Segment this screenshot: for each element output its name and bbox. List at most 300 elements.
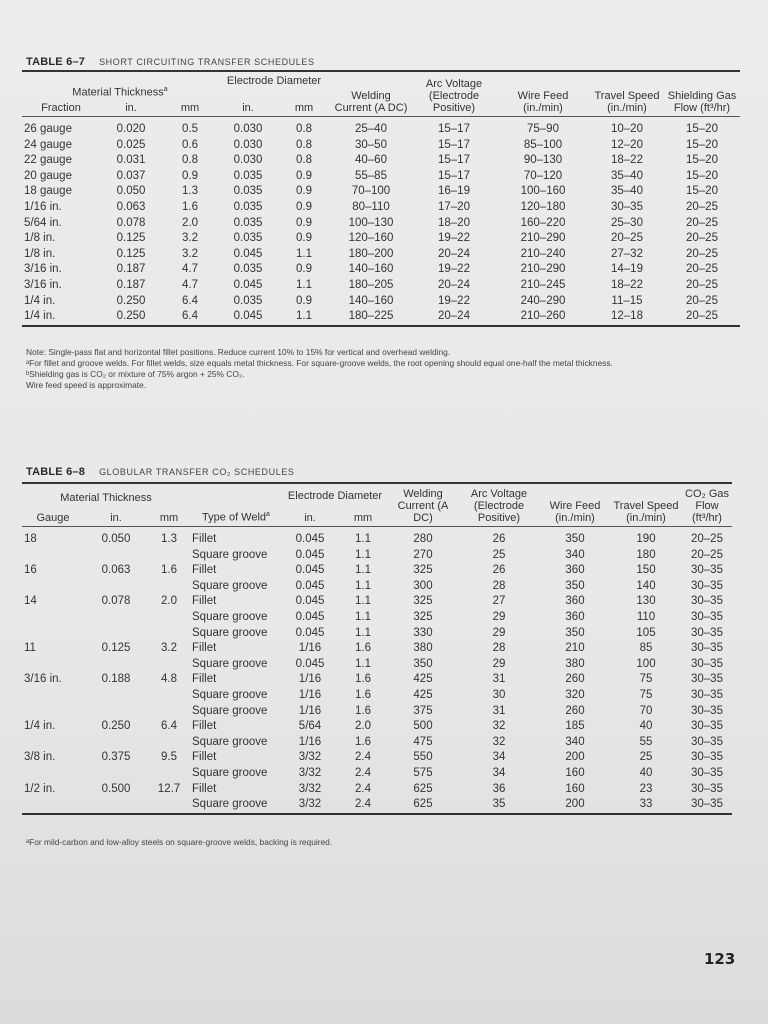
table-row xyxy=(22,610,732,626)
table-cell: 180–205 xyxy=(348,278,394,291)
table-cell: 0.5 xyxy=(182,123,198,135)
table-cell: 1.1 xyxy=(355,610,371,623)
table-cell: 4.7 xyxy=(182,263,198,276)
table-cell: 0.025 xyxy=(116,138,146,151)
table-body xyxy=(22,117,740,326)
table-row xyxy=(22,657,732,673)
table-cell xyxy=(84,735,148,751)
table-cell xyxy=(148,704,190,720)
table-cell: 25 xyxy=(639,751,653,764)
electrode-in-header: in. xyxy=(242,102,254,114)
table-cell: 280 xyxy=(413,533,433,545)
table-cell: 185 xyxy=(565,720,585,733)
table-cell: 27–32 xyxy=(611,247,643,260)
table-row xyxy=(22,766,732,782)
table-cell: 180–200 xyxy=(348,247,394,260)
table-cell: 350 xyxy=(565,579,585,592)
table-title: GLOBULAR TRANSFER CO₂ SCHEDULES xyxy=(99,467,295,477)
table-cell: 32 xyxy=(492,720,506,733)
table-row xyxy=(22,278,740,294)
mm-header: mm xyxy=(180,102,200,114)
table-cell xyxy=(22,797,84,814)
table-cell: 1.6 xyxy=(355,642,371,655)
table-row xyxy=(22,750,732,766)
table-cell: Fillet xyxy=(192,595,217,608)
electrode-mm-header: mm xyxy=(294,102,314,114)
table-cell: 270 xyxy=(413,548,433,561)
table-cell xyxy=(22,735,84,751)
table-cell: 2.0 xyxy=(355,720,371,733)
table-cell: 6.4 xyxy=(161,720,177,733)
table-cell: 200 xyxy=(565,751,585,764)
table-cell: 70 xyxy=(639,704,653,717)
table-cell: 210–260 xyxy=(496,309,590,326)
table-cell: Fillet xyxy=(192,533,217,545)
table-row xyxy=(22,641,732,657)
table-row xyxy=(22,309,740,326)
table-cell: Fillet xyxy=(192,642,217,655)
table-cell: 1/16 xyxy=(298,673,322,686)
table-cell: 35 xyxy=(458,797,540,814)
table-cell xyxy=(22,610,84,626)
table-cell: 20–25 xyxy=(686,263,718,276)
table-cell: 15–20 xyxy=(686,138,718,151)
table-cell xyxy=(84,797,148,814)
table-cell: 5/64 in. xyxy=(24,216,62,229)
table-cell: 1.6 xyxy=(355,735,371,748)
table-cell: 27 xyxy=(492,595,506,608)
table-cell: 120–180 xyxy=(520,200,566,213)
table-cell: 14 xyxy=(24,595,37,608)
table-cell: 425 xyxy=(413,688,433,701)
table-cell: 0.187 xyxy=(116,278,146,291)
table-cell: 0.125 xyxy=(101,642,131,655)
table-cell xyxy=(84,626,148,642)
table-cell xyxy=(22,548,84,564)
table-cell: 30–35 xyxy=(682,797,732,814)
table-cell: 0.250 xyxy=(116,294,146,307)
table-cell: 80–110 xyxy=(352,200,390,213)
table-cell: 260 xyxy=(565,673,585,686)
table-cell: 325 xyxy=(413,610,433,623)
table-cell: Square groove xyxy=(192,688,268,701)
table-row xyxy=(22,262,740,278)
material-thickness-header: Material Thickness$^a$ xyxy=(22,71,218,101)
table-cell: 1.3 xyxy=(161,533,177,545)
table-cell: 1/4 in. xyxy=(22,309,100,326)
table-cell: 1.1 xyxy=(278,309,330,326)
table-cell: 0.045 xyxy=(295,564,325,577)
table-cell: 30–35 xyxy=(691,720,723,733)
table-cell xyxy=(148,735,190,751)
arc-voltage-header: Arc Voltage (Electrode Positive) xyxy=(412,71,496,117)
welding-current-header: Welding Current (A DC) xyxy=(330,71,412,117)
table-cell: 33 xyxy=(610,797,682,814)
table-cell: 11–15 xyxy=(611,294,643,307)
table-cell: 75 xyxy=(639,688,653,701)
table-cell: 29 xyxy=(492,657,506,670)
table-6-8-notes xyxy=(26,837,726,848)
table-cell: 0.9 xyxy=(296,263,312,276)
table-row xyxy=(22,735,732,751)
table-cell: 360 xyxy=(565,610,585,623)
table-cell: 0.045 xyxy=(295,610,325,623)
material-thickness-header: Material Thickness xyxy=(22,483,190,506)
table-cell: 475 xyxy=(413,735,433,748)
table-cell: 18–20 xyxy=(438,216,470,229)
gas-flow-header: Shielding Gas Flow (ft³/hr) xyxy=(664,71,740,117)
table-cell: 0.8 xyxy=(296,154,312,167)
table-cell: 1.1 xyxy=(355,579,371,592)
table-cell: Square groove xyxy=(192,735,268,748)
table-cell: Square groove xyxy=(192,704,268,717)
table-cell: 30–35 xyxy=(691,595,723,608)
table-cell: 0.063 xyxy=(116,200,146,213)
table-cell: 10–20 xyxy=(611,123,643,135)
table-cell: 0.045 xyxy=(295,595,325,608)
table-cell: 34 xyxy=(492,766,506,779)
table-cell xyxy=(84,688,148,704)
table-cell: Square groove xyxy=(192,657,268,670)
table-cell: 12–20 xyxy=(611,138,643,151)
table-row xyxy=(22,563,732,579)
table-cell: 1/8 in. xyxy=(24,232,56,245)
table-cell: 575 xyxy=(413,766,433,779)
table-cell: 85 xyxy=(639,642,653,655)
table-cell: 0.125 xyxy=(116,247,146,260)
table-cell: 20–25 xyxy=(686,200,718,213)
table-cell: 1.6 xyxy=(355,688,371,701)
table-cell: 1.1 xyxy=(355,548,371,561)
table-cell: 550 xyxy=(413,751,433,764)
table-row xyxy=(22,626,732,642)
table-cell: 0.8 xyxy=(182,154,198,167)
table-cell xyxy=(84,610,148,626)
table-6-7-caption xyxy=(26,56,315,68)
table-cell: 70–100 xyxy=(351,185,391,198)
table-cell: 1.6 xyxy=(161,564,177,577)
table-cell: 30–35 xyxy=(691,766,723,779)
table-cell: 1.1 xyxy=(296,247,312,260)
table-cell: 210–240 xyxy=(520,247,566,260)
table-cell xyxy=(148,797,190,814)
table-cell: 0.030 xyxy=(233,123,263,135)
table-cell: 12–18 xyxy=(590,309,664,326)
table-cell: 0.035 xyxy=(233,263,263,276)
table-cell: 160 xyxy=(565,782,585,795)
gas-flow-header: CO₂ Gas Flow (ft³/hr) xyxy=(682,483,732,527)
table-cell: 30–35 xyxy=(691,673,723,686)
table-cell: 40 xyxy=(639,766,653,779)
table-cell: 18–22 xyxy=(611,278,643,291)
table-cell: 110 xyxy=(636,610,656,623)
table-cell: 0.035 xyxy=(233,200,263,213)
table-cell: 0.030 xyxy=(233,154,263,167)
table-cell: 380 xyxy=(565,657,585,670)
table-cell: 90–130 xyxy=(523,154,563,167)
table-cell: 0.031 xyxy=(116,154,146,167)
table-cell: 1.6 xyxy=(182,200,198,213)
table-cell: 30 xyxy=(492,688,506,701)
table-cell: 29 xyxy=(492,626,506,639)
table-cell: 75 xyxy=(639,673,653,686)
table-cell: 100 xyxy=(636,657,656,670)
table-cell: 30–35 xyxy=(691,782,723,795)
table-cell: 40 xyxy=(639,720,653,733)
wire-feed-header: Wire Feed (in./min) xyxy=(496,71,590,117)
table-cell: 3/32 xyxy=(298,766,322,779)
table-cell: 30–35 xyxy=(691,751,723,764)
footnote: ᵃFor fillet and groove welds. For fillet welds, size equals metal thickness. For square-groove welds, the root opening should equal one-half the metal thickness. xyxy=(26,358,613,368)
table-cell: 1.6 xyxy=(355,704,371,717)
table-cell xyxy=(84,766,148,782)
arc-voltage-header: Arc Voltage (Electrode Positive) xyxy=(458,483,540,527)
table-cell: 1/4 in. xyxy=(24,294,56,307)
table-cell: 1/16 in. xyxy=(24,200,62,213)
table-row xyxy=(22,169,740,185)
table-cell: 210–245 xyxy=(520,278,566,291)
table-cell xyxy=(148,579,190,595)
table-row xyxy=(22,200,740,216)
table-cell: 300 xyxy=(413,579,433,592)
table-row xyxy=(22,527,732,548)
table-cell: 23 xyxy=(639,782,653,795)
table-row xyxy=(22,579,732,595)
table-6-8-caption xyxy=(26,466,295,478)
table-cell: 1.1 xyxy=(355,533,371,545)
table-cell: 1/8 in. xyxy=(24,247,56,260)
table-cell: 0.035 xyxy=(233,294,263,307)
table-cell: 0.6 xyxy=(182,138,198,151)
table-cell: 20–25 xyxy=(691,533,723,545)
table-cell: 0.375 xyxy=(101,751,131,764)
table-cell: 150 xyxy=(636,564,656,577)
table-cell: 0.9 xyxy=(296,169,312,182)
table-cell: 3/32 xyxy=(298,751,322,764)
table-cell: 15–17 xyxy=(438,154,470,167)
table-cell: 100–130 xyxy=(348,216,394,229)
table-cell: Square groove xyxy=(192,579,268,592)
table-cell: 210 xyxy=(565,642,585,655)
table-cell: Fillet xyxy=(192,782,217,795)
table-cell xyxy=(148,657,190,673)
table-cell: 0.8 xyxy=(296,138,312,151)
table-cell: 16 xyxy=(24,564,37,577)
table-cell: 0.045 xyxy=(295,657,325,670)
table-cell: 160 xyxy=(565,766,585,779)
table-cell: 0.9 xyxy=(296,232,312,245)
table-row xyxy=(22,216,740,232)
table-cell xyxy=(148,766,190,782)
table-cell: 30–35 xyxy=(691,735,723,748)
table-cell: 15–20 xyxy=(686,123,718,135)
table-cell: 30–35 xyxy=(691,657,723,670)
electrode-diameter-header: Electrode Diameter xyxy=(282,483,388,506)
table-cell: 2.4 xyxy=(355,782,371,795)
table-cell: 3.2 xyxy=(161,642,177,655)
table-cell: 0.9 xyxy=(296,216,312,229)
table-cell: 0.8 xyxy=(296,123,312,135)
table-cell: 0.045 xyxy=(295,626,325,639)
table-cell: 11 xyxy=(24,642,36,655)
table-cell: 1/16 xyxy=(298,735,322,748)
table-cell xyxy=(148,610,190,626)
table-cell: 4.7 xyxy=(182,278,198,291)
table-cell: 30–35 xyxy=(691,564,723,577)
table-cell xyxy=(84,704,148,720)
table-cell: 0.188 xyxy=(101,673,131,686)
table-cell: 20–24 xyxy=(412,309,496,326)
table-cell: 330 xyxy=(413,626,433,639)
table-cell: 140–160 xyxy=(348,294,394,307)
footnote: ᵃFor mild-carbon and low-alloy steels on square-groove welds, backing is required. xyxy=(26,837,333,847)
table-cell: 30–35 xyxy=(691,704,723,717)
table-cell: 3/16 in. xyxy=(24,673,62,686)
table-cell: 325 xyxy=(413,564,433,577)
table-cell: 24 gauge xyxy=(24,138,72,151)
table-cell: 1/2 in. xyxy=(24,782,56,795)
table-cell: 1.1 xyxy=(355,564,371,577)
table-cell: 375 xyxy=(413,704,433,717)
table-cell: 28 xyxy=(492,642,506,655)
table-cell: 28 xyxy=(492,579,506,592)
table-cell: 15–17 xyxy=(438,169,470,182)
table-cell: 18–22 xyxy=(611,154,643,167)
table-cell: 0.500 xyxy=(101,782,131,795)
table-cell: 14–19 xyxy=(611,263,643,276)
table-cell: 200 xyxy=(540,797,610,814)
table-label: TABLE 6–7 xyxy=(26,56,86,68)
table-cell: 1/16 xyxy=(298,704,322,717)
table-cell: 5/64 xyxy=(298,720,322,733)
table-cell: 18 gauge xyxy=(24,185,72,198)
table-cell: 0.045 xyxy=(233,247,263,260)
table-cell: 55–85 xyxy=(355,169,387,182)
table-cell: 350 xyxy=(413,657,433,670)
table-body xyxy=(22,527,732,814)
table-cell: 3.2 xyxy=(182,232,198,245)
table-cell: 12.7 xyxy=(157,782,181,795)
table-cell: 30–35 xyxy=(691,642,723,655)
table-cell: 3/16 in. xyxy=(24,278,62,291)
table-cell: 0.035 xyxy=(233,216,263,229)
table-cell: 15–17 xyxy=(438,123,470,135)
table-cell: 15–20 xyxy=(686,169,718,182)
table-row xyxy=(22,294,740,310)
table-cell: 25–30 xyxy=(611,216,643,229)
table-cell: 1.1 xyxy=(355,657,371,670)
table-row xyxy=(22,117,740,138)
table-cell: 0.078 xyxy=(101,595,131,608)
table-cell xyxy=(84,657,148,673)
table-cell xyxy=(148,688,190,704)
electrode-in-header: in. xyxy=(304,512,316,524)
table-cell: 3/8 in. xyxy=(24,751,56,764)
table-cell: 3.2 xyxy=(182,247,198,260)
table-cell: 35–40 xyxy=(611,169,643,182)
table-cell: 15–17 xyxy=(438,138,470,151)
table-row xyxy=(22,153,740,169)
table-cell: 15–20 xyxy=(686,154,718,167)
table-cell: Fillet xyxy=(192,564,217,577)
table-cell xyxy=(22,704,84,720)
table-cell: 20–25 xyxy=(686,247,718,260)
table-cell: Fillet xyxy=(192,751,217,764)
table-row xyxy=(22,704,732,720)
table-cell: 16–19 xyxy=(438,185,470,198)
table-cell: 20–25 xyxy=(686,232,718,245)
table-cell: 3/32 xyxy=(282,797,338,814)
table-cell: 19–22 xyxy=(438,232,470,245)
table-cell: 6.4 xyxy=(162,309,218,326)
table-cell: Fillet xyxy=(192,720,217,733)
table-cell: 0.037 xyxy=(116,169,146,182)
table-cell: 0.035 xyxy=(233,185,263,198)
electrode-diameter-header: Electrode Diameter xyxy=(218,71,330,101)
table-row xyxy=(22,797,732,814)
table-cell: 0.045 xyxy=(295,548,325,561)
table-cell: Square groove xyxy=(190,797,282,814)
wire-feed-header: Wire Feed (in./min) xyxy=(540,483,610,527)
table-cell: 4.8 xyxy=(161,673,177,686)
table-cell: 22 gauge xyxy=(24,154,72,167)
table-cell: 20–25 xyxy=(686,278,718,291)
table-cell: 30–35 xyxy=(691,579,723,592)
table-cell: 130 xyxy=(636,595,656,608)
type-of-weld-header: Type of Weld$^a$ xyxy=(190,483,282,527)
table-row xyxy=(22,688,732,704)
table-cell: 0.045 xyxy=(295,533,325,545)
table-cell: 2.4 xyxy=(355,751,371,764)
table-cell xyxy=(22,626,84,642)
globular-transfer-table xyxy=(22,482,732,815)
table-cell: 350 xyxy=(565,533,585,545)
electrode-mm-header: mm xyxy=(353,512,373,524)
fraction-header: Fraction xyxy=(41,102,81,114)
table-cell: 1.1 xyxy=(296,278,312,291)
table-cell xyxy=(84,548,148,564)
travel-speed-header: Travel Speed (in./min) xyxy=(610,483,682,527)
table-cell xyxy=(22,766,84,782)
table-cell: 2.4 xyxy=(338,797,388,814)
table-cell: 160–220 xyxy=(520,216,566,229)
table-cell: Square groove xyxy=(192,626,268,639)
table-cell: 0.125 xyxy=(116,232,146,245)
table-label: TABLE 6–8 xyxy=(26,466,86,478)
table-cell: 30–50 xyxy=(355,138,387,151)
table-cell: 20–25 xyxy=(686,216,718,229)
table-cell: 360 xyxy=(565,564,585,577)
table-cell: 625 xyxy=(388,797,458,814)
table-cell xyxy=(22,657,84,673)
in-header: in. xyxy=(125,102,137,114)
table-cell: 0.045 xyxy=(295,579,325,592)
table-row xyxy=(22,138,740,154)
table-title: SHORT CIRCUITING TRANSFER SCHEDULES xyxy=(99,57,315,67)
table-cell: 320 xyxy=(565,688,585,701)
table-cell: 15–20 xyxy=(686,185,718,198)
table-cell: 190 xyxy=(636,533,656,545)
table-cell: 25 xyxy=(492,548,506,561)
table-cell: 0.9 xyxy=(296,185,312,198)
table-cell: 31 xyxy=(492,704,506,717)
table-cell: Square groove xyxy=(192,610,268,623)
table-cell: 0.035 xyxy=(233,232,263,245)
table-cell: 340 xyxy=(565,548,585,561)
table-cell: 26 xyxy=(492,533,506,545)
table-cell: 1/16 xyxy=(298,642,322,655)
table-cell: 100–160 xyxy=(520,185,566,198)
